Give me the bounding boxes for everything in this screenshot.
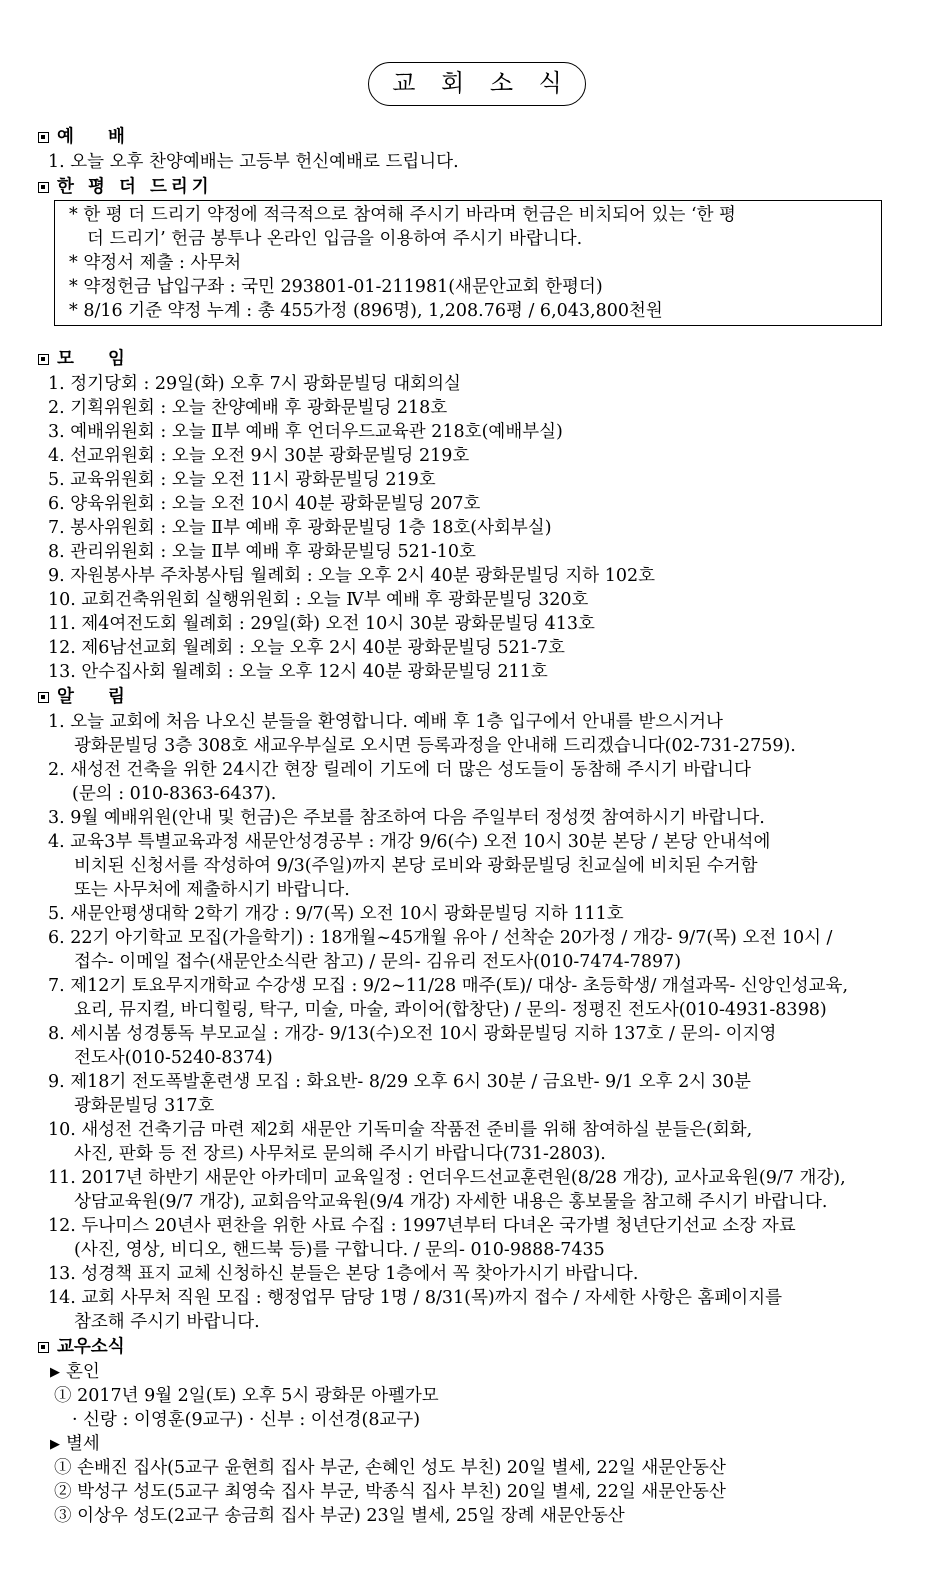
list-item-continued: 참조해 주시기 바랍니다. bbox=[74, 1312, 260, 1332]
list-item: 11. 2017년 하반기 새문안 아카데미 교육일정 : 언더우드선교훈련원(8/28 개강), 교사교육원(9/7 개강), bbox=[48, 1168, 846, 1188]
pledge-line: * 8/16 기준 약정 누계 : 총 455가정 (896명), 1,208.76평 / 6,043,800천원 bbox=[69, 301, 663, 321]
list-item-continued: 요리, 뮤지컬, 바디힐링, 탁구, 미술, 마술, 콰이어(합창단) / 문의- 정평진 전도사(010-4931-8398) bbox=[74, 1000, 827, 1020]
worship-heading-text: 예 배 bbox=[57, 127, 139, 147]
pledge-heading-text: 한 평 더 드리기 bbox=[57, 177, 213, 197]
list-item-continued: 비치된 신청서를 작성하여 9/3(주일)까지 본당 로비와 광화문빌딩 친교실에 비치된 수거함 bbox=[74, 856, 758, 876]
page-title: 교 회 소 식 bbox=[368, 62, 586, 106]
list-item: 1. 오늘 교회에 처음 나오신 분들을 환영합니다. 예배 후 1층 입구에서 안내를 받으시거나 bbox=[48, 712, 723, 732]
list-item: 13. 안수집사회 월례회 : 오늘 오후 12시 40분 광화문빌딩 211호 bbox=[48, 662, 548, 682]
list-item: 8. 관리위원회 : 오늘 Ⅱ부 예배 후 광화문빌딩 521-10호 bbox=[48, 542, 476, 562]
wedding-subheading bbox=[38, 1360, 918, 1384]
members-heading-text: 교우소식 bbox=[57, 1337, 125, 1357]
pledge-line: * 약정헌금 납입구좌 : 국민 293801-01-211981(새문안교회 한평더) bbox=[69, 277, 603, 297]
list-item: 4. 선교위원회 : 오늘 오전 9시 30분 광화문빌딩 219호 bbox=[48, 446, 470, 466]
worship-heading bbox=[38, 124, 918, 150]
list-item: 1. 정기당회 : 29일(화) 오후 7시 광화문빌딩 대회의실 bbox=[48, 374, 461, 394]
square-bullet-icon bbox=[38, 354, 49, 365]
pledge-line: * 한 평 더 드리기 약정에 적극적으로 참여해 주시기 바라며 헌금은 비치되어 있는 ‘한 평 bbox=[69, 205, 736, 225]
list-item-continued: (사진, 영상, 비디오, 핸드북 등)를 구합니다. / 문의- 010-9888-7435 bbox=[74, 1240, 605, 1260]
square-bullet-icon bbox=[38, 182, 49, 193]
list-item-continued: 전도사(010-5240-8374) bbox=[74, 1048, 273, 1068]
list-item: 2. 기획위원회 : 오늘 찬양예배 후 광화문빌딩 218호 bbox=[48, 398, 448, 418]
meetings-heading bbox=[38, 346, 918, 372]
list-item: 3. 예배위원회 : 오늘 Ⅱ부 예배 후 언더우드교육관 218호(예배부실) bbox=[48, 422, 563, 442]
list-item: 9. 제18기 전도폭발훈련생 모집 : 화요반- 8/29 오후 6시 30분 / 금요반- 9/1 오후 2시 30분 bbox=[48, 1072, 751, 1092]
square-bullet-icon bbox=[38, 132, 49, 143]
list-item: 11. 제4여전도회 월례회 : 29일(화) 오전 10시 30분 광화문빌딩 413호 bbox=[48, 614, 595, 634]
list-item: 12. 두나미스 20년사 편찬을 위한 사료 수집 : 1997년부터 다녀온 국가별 청년단기선교 소장 자료 bbox=[48, 1216, 796, 1236]
meetings-heading-text: 모 임 bbox=[57, 349, 139, 369]
list-item: 8. 세시봄 성경통독 부모교실 : 개강- 9/13(수)오전 10시 광화문빌딩 지하 137호 / 문의- 이지영 bbox=[48, 1024, 777, 1044]
pledge-heading bbox=[38, 174, 918, 200]
wedding-item: ① 2017년 9월 2일(토) 오후 5시 광화문 아펠가모 bbox=[54, 1386, 439, 1406]
list-item: 12. 제6남선교회 월례회 : 오늘 오후 2시 40분 광화문빌딩 521-7호 bbox=[48, 638, 565, 658]
notices-heading-text: 알 림 bbox=[57, 687, 139, 707]
notices-heading bbox=[38, 684, 918, 710]
list-item-continued: 광화문빌딩 317호 bbox=[74, 1096, 215, 1116]
list-item-continued: 광화문빌딩 3층 308호 새교우부실로 오시면 등록과정을 안내해 드리겠습니다(02-731-2759). bbox=[74, 736, 796, 756]
triangle-right-icon: ▶ bbox=[50, 1437, 60, 1452]
wedding-couple: · 신랑 : 이영훈(9교구) · 신부 : 이선경(8교구) bbox=[72, 1410, 421, 1430]
funeral-item: ② 박성구 성도(5교구 최영숙 집사 부군, 박종식 집사 부친) 20일 별세, 22일 새문안동산 bbox=[54, 1482, 726, 1502]
notices-list bbox=[38, 710, 918, 1334]
list-item: 2. 새성전 건축을 위한 24시간 현장 릴레이 기도에 더 많은 성도들이 동참해 주시기 바랍니다 bbox=[48, 760, 751, 780]
funeral-item: ③ 이상우 성도(2교구 송금희 집사 부군) 23일 별세, 25일 장례 새문안동산 bbox=[54, 1506, 625, 1526]
pledge-line: 더 드리기’ 헌금 봉투나 온라인 입금을 이용하여 주시기 바랍니다. bbox=[87, 229, 583, 249]
square-bullet-icon bbox=[38, 1342, 49, 1353]
list-item-continued: 사진, 판화 등 전 장르) 사무처로 문의해 주시기 바랍니다(731-2803). bbox=[74, 1144, 606, 1164]
list-item-continued: (문의 : 010-8363-6437). bbox=[72, 784, 277, 804]
list-item: 14. 교회 사무처 직원 모집 : 행정업무 담당 1명 / 8/31(목)까지 접수 / 자세한 사항은 홈페이지를 bbox=[48, 1288, 783, 1308]
members-heading bbox=[38, 1334, 918, 1360]
list-item: 6. 양육위원회 : 오늘 오전 10시 40분 광화문빌딩 207호 bbox=[48, 494, 481, 514]
pledge-box bbox=[54, 200, 882, 326]
funeral-label: 별세 bbox=[66, 1434, 100, 1454]
list-item: 10. 새성전 건축기금 마련 제2회 새문안 기독미술 작품전 준비를 위해 참여하실 분들은(회화, bbox=[48, 1120, 753, 1140]
wedding-label: 혼인 bbox=[66, 1362, 100, 1382]
funeral-item: ① 손배진 집사(5교구 윤현희 집사 부군, 손혜인 성도 부친) 20일 별세, 22일 새문안동산 bbox=[54, 1458, 726, 1478]
square-bullet-icon bbox=[38, 692, 49, 703]
list-item-continued: 접수- 이메일 접수(새문안소식란 참고) / 문의- 김유리 전도사(010-7474-7897) bbox=[74, 952, 682, 972]
list-item: 3. 9월 예배위원(안내 및 헌금)은 주보를 참조하여 다음 주일부터 정성껏 참여하시기 바랍니다. bbox=[48, 808, 765, 828]
list-item: 9. 자원봉사부 주차봉사팀 월례회 : 오늘 오후 2시 40분 광화문빌딩 지하 102호 bbox=[48, 566, 656, 586]
list-item-continued: 또는 사무처에 제출하시기 바랍니다. bbox=[74, 880, 350, 900]
list-item: 5. 교육위원회 : 오늘 오전 11시 광화문빌딩 219호 bbox=[48, 470, 436, 490]
funeral-subheading bbox=[38, 1432, 918, 1456]
list-item: 4. 교육3부 특별교육과정 새문안성경공부 : 개강 9/6(수) 오전 10시 30분 본당 / 본당 안내석에 bbox=[48, 832, 771, 852]
bulletin-body bbox=[38, 124, 918, 1528]
list-item: 7. 제12기 토요무지개학교 수강생 모집 : 9/2~11/28 매주(토)/ 대상- 초등학생/ 개설과목- 신앙인성교육, bbox=[48, 976, 849, 996]
list-item-continued: 상담교육원(9/7 개강), 교회음악교육원(9/4 개강) 자세한 내용은 홍보물을 참고해 주시기 바랍니다. bbox=[74, 1192, 828, 1212]
list-item: 13. 성경책 표지 교체 신청하신 분들은 본당 1층에서 꼭 찾아가시기 바랍니다. bbox=[48, 1264, 639, 1284]
list-item: 7. 봉사위원회 : 오늘 Ⅱ부 예배 후 광화문빌딩 1층 18호(사회부실) bbox=[48, 518, 552, 538]
triangle-right-icon: ▶ bbox=[50, 1365, 60, 1380]
worship-item: 1. 오늘 오후 찬양예배는 고등부 헌신예배로 드립니다. bbox=[48, 152, 459, 172]
pledge-line: * 약정서 제출 : 사무처 bbox=[69, 253, 242, 273]
list-item: 5. 새문안평생대학 2학기 개강 : 9/7(목) 오전 10시 광화문빌딩 지하 111호 bbox=[48, 904, 624, 924]
list-item: 6. 22기 아기학교 모집(가을학기) : 18개월~45개월 유아 / 선착순 20가정 / 개강- 9/7(목) 오전 10시 / bbox=[48, 928, 833, 948]
meetings-list bbox=[38, 372, 918, 684]
list-item: 10. 교회건축위원회 실행위원회 : 오늘 Ⅳ부 예배 후 광화문빌딩 320호 bbox=[48, 590, 589, 610]
